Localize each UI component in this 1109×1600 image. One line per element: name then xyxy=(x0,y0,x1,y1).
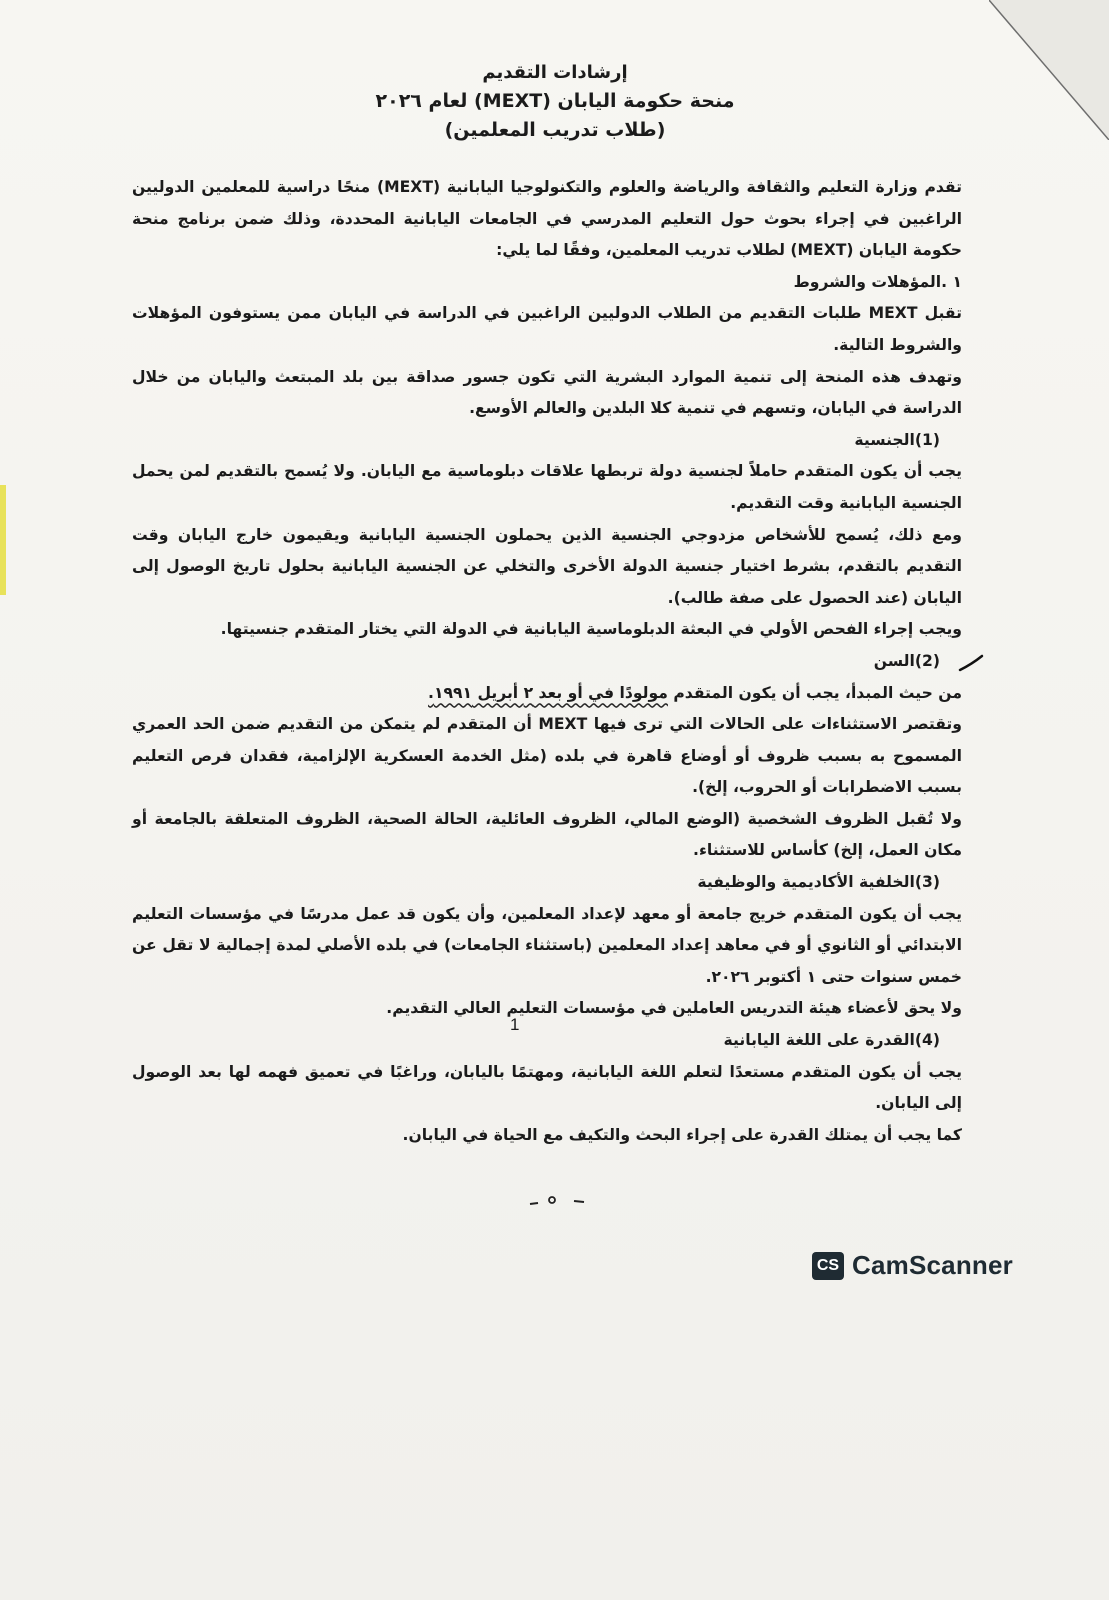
age-birthdate-requirement: مولودًا في أو بعد ٢ أبريل ١٩٩١. xyxy=(428,683,668,702)
document-body xyxy=(132,172,962,1151)
background-paragraph-1: يجب أن يكون المتقدم خريج جامعة أو معهد لإعداد المعلمين، وأن يكون قد عمل مدرسًا في مؤسسات التعليم الابتدائي أو الثانوي أو في معاهد إعداد المعلمين (باستثناء الجامعات) في بلده الأصلي لمدة إجمالية لا تقل عن خمس سنوات حتى ١ أكتوبر ٢٠٢٦. xyxy=(132,904,962,986)
subsection-heading-age: (2)السن xyxy=(873,651,940,670)
language-paragraph-2: كما يجب أن يمتلك القدرة على إجراء البحث والتكيف مع الحياة في اليابان. xyxy=(402,1125,962,1144)
section-heading-qualifications: ١ .المؤهلات والشروط xyxy=(793,272,962,291)
subsection-heading-nationality: (1)الجنسية xyxy=(854,430,940,449)
subsection-heading-language: (4)القدرة على اللغة اليابانية xyxy=(723,1031,940,1050)
age-paragraph-1 xyxy=(132,678,962,710)
pen-scribble-icon xyxy=(528,1192,588,1208)
age-paragraph-3: ولا تُقبل الظروف الشخصية (الوضع المالي، الظروف العائلية، الحالة الصحية، الظروف المتعلقة بالجامعة أو مكان العمل، إلخ) كأساس للاستثناء. xyxy=(132,809,962,860)
subsection-heading-background: (3)الخلفية الأكاديمية والوظيفية xyxy=(697,873,940,892)
highlighter-edge-mark xyxy=(0,485,6,595)
camscanner-logo-icon: CS xyxy=(812,1252,844,1280)
camscanner-name: CamScanner xyxy=(852,1250,1013,1280)
nationality-paragraph-3: ويجب إجراء الفحص الأولي في البعثة الدبلوماسية اليابانية في الدولة التي يختار المتقدم جنسيتها. xyxy=(220,620,962,639)
nationality-paragraph-1: يجب أن يكون المتقدم حاملاً لجنسية دولة تربطها علاقات دبلوماسية مع اليابان. ولا يُسمح بالتقديم لمن يحمل الجنسية اليابانية وقت التقديم. xyxy=(132,462,962,512)
intro-paragraph: تقدم وزارة التعليم والثقافة والرياضة والعلوم والتكنولوجيا اليابانية (MEXT) منحًا دراسية للمعلمين الدوليين الراغبين في إجراء بحوث حول التعليم المدرسي في الجامعات اليابانية المحددة، وذلك ضمن برنامج منحة حكومة اليابان (MEXT) لطلاب تدريب المعلمين، وفقًا لما يلي: xyxy=(132,178,962,260)
age-lead-text: من حيث المبدأ، يجب أن يكون المتقدم xyxy=(667,683,962,702)
nationality-paragraph-2: ومع ذلك، يُسمح للأشخاص مزدوجي الجنسية الذين يحملون الجنسية اليابانية ويقيمون خارج اليابان وقت التقديم بالتقدم، بشرط اختيار جنسية الدولة الأخرى والتخلي عن الجنسية اليابانية بحلول تاريخ الوصول إلى اليابان (عند الحصول على صفة طالب). xyxy=(132,525,962,607)
camscanner-watermark xyxy=(812,1250,1013,1281)
document-title: إرشادات التقديم xyxy=(482,62,628,83)
handwritten-check-mark-icon xyxy=(958,650,998,674)
qualifications-paragraph-2: وتهدف هذه المنحة إلى تنمية الموارد البشرية التي تكون جسور صداقة بين بلد المبتعث واليابان من خلال الدراسة في اليابان، وتسهم في تنمية كلا البلدين والعالم الأوسع. xyxy=(132,367,962,418)
age-paragraph-2: وتقتصر الاستثناءات على الحالات التي ترى فيها MEXT أن المتقدم لم يتمكن من التقديم ضمن الحد العمري المسموح به بسبب ظروف أو أوضاع قاهرة في بلده (مثل الخدمة العسكرية الإلزامية، فقدان فرص التعليم بسبب الاضطرابات أو الحروب، إلخ). xyxy=(132,715,962,797)
background-paragraph-2: ولا يحق لأعضاء هيئة التدريس العاملين في مؤسسات التعليم العالي التقديم. xyxy=(386,999,962,1018)
document-title-block xyxy=(330,58,780,145)
qualifications-paragraph-1: تقبل MEXT طلبات التقديم من الطلاب الدوليين الراغبين في الدراسة في اليابان ممن يستوفون المؤهلات والشروط التالية. xyxy=(132,304,963,354)
program-name: (طلاب تدريب المعلمين) xyxy=(444,119,666,141)
language-paragraph-1: يجب أن يكون المتقدم مستعدًا لتعلم اللغة اليابانية، ومهتمًا باليابان، وراغبًا في تعميق فهمه لها بعد الوصول إلى اليابان. xyxy=(132,1062,962,1113)
page-corner-fold xyxy=(989,0,1109,140)
page-number: 1 xyxy=(510,1015,520,1034)
document-subtitle: منحة حكومة اليابان (MEXT) لعام ٢٠٢٦ xyxy=(375,90,735,112)
